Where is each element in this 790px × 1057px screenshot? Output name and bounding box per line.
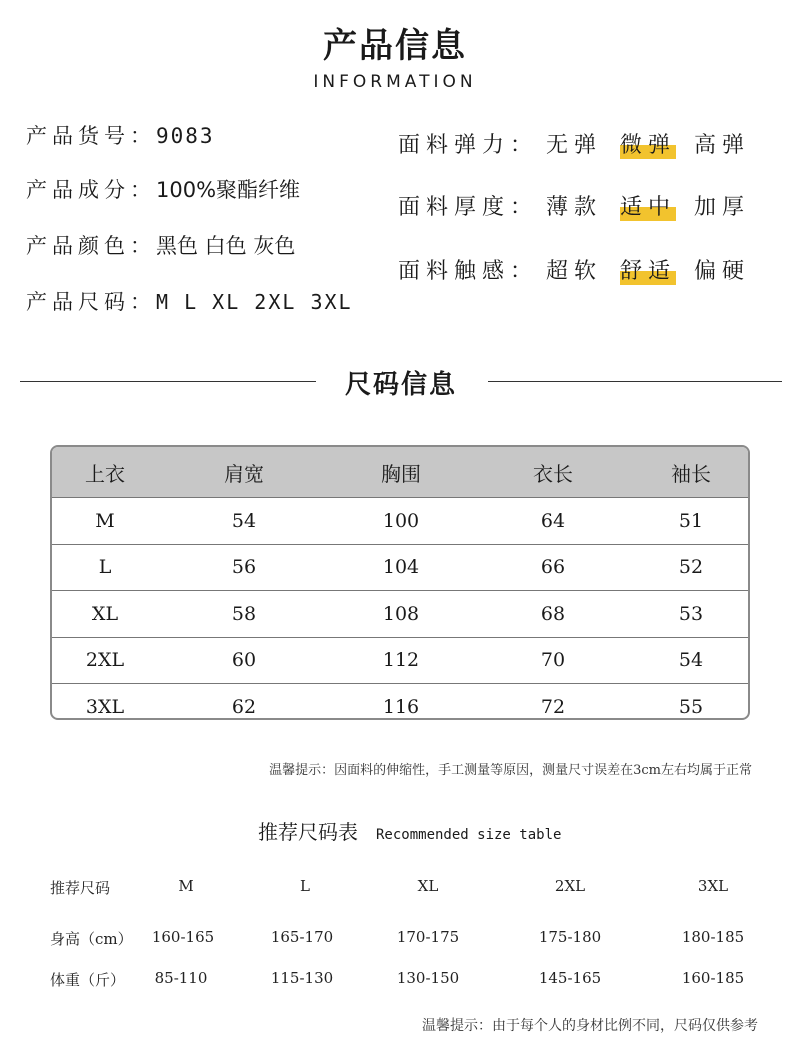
size-table-header (52, 447, 748, 498)
page-title: 产品信息 (323, 26, 467, 66)
info-value: 9083 (156, 124, 215, 148)
info-value: 黑色 白色 灰色 (156, 234, 296, 258)
fabric-option-selected: 舒适 (620, 254, 676, 285)
table-cell: M (52, 498, 158, 545)
table-cell: 100 (330, 498, 472, 545)
column-header: 衣长 (472, 447, 634, 498)
rec-height: 160-165 (151, 928, 215, 946)
fabric-option: 加厚 (694, 195, 751, 220)
column-header: 袖长 (634, 447, 748, 498)
table-cell: 66 (472, 544, 634, 591)
info-value: M L XL 2XL 3XL (156, 290, 353, 314)
table-row (52, 544, 748, 591)
fabric-option: 超软 (546, 259, 603, 284)
table-cell: 68 (472, 591, 634, 638)
fabric-option: 偏硬 (694, 259, 751, 284)
recommended-title-cn: 推荐尺码表 (258, 820, 358, 844)
rec-size: 2XL (554, 877, 586, 895)
column-header: 上衣 (52, 447, 158, 498)
table-cell: 112 (330, 637, 472, 684)
table-cell: 52 (634, 544, 748, 591)
table-cell: 54 (634, 637, 748, 684)
table-cell: 60 (158, 637, 330, 684)
fabric-option: 薄款 (546, 195, 603, 220)
rec-height: 175-180 (538, 928, 602, 946)
table-cell: 108 (330, 591, 472, 638)
fabric-label: 面料弹力： (398, 133, 539, 158)
table-cell: 62 (158, 684, 330, 721)
table-cell: 2XL (52, 637, 158, 684)
size-note: 温馨提示：因面料的伸缩性，手工测量等原因，测量尺寸误差在3cm左右均属于正常 (269, 763, 752, 778)
rec-weight: 130-150 (396, 969, 460, 987)
table-cell: 51 (634, 498, 748, 545)
fabric-row-feel (398, 254, 760, 285)
table-row (52, 591, 748, 638)
table-cell: 104 (330, 544, 472, 591)
row-label-weight: 体重（斤） (50, 971, 126, 989)
table-cell: 116 (330, 684, 472, 721)
table-row (52, 498, 748, 545)
rec-size: XL (417, 877, 439, 895)
column-header: 胸围 (330, 447, 472, 498)
fabric-row-thickness (398, 190, 760, 221)
rec-weight: 85-110 (154, 969, 208, 987)
table-cell: 53 (634, 591, 748, 638)
recommended-note: 温馨提示：由于每个人的身材比例不同，尺码仅供参考 (422, 1018, 758, 1034)
fabric-option-selected: 适中 (620, 190, 676, 221)
table-cell: 55 (634, 684, 748, 721)
fabric-option: 高弹 (694, 133, 751, 158)
rec-height: 180-185 (681, 928, 745, 946)
info-item-sizes (26, 286, 353, 316)
table-cell: 64 (472, 498, 634, 545)
rec-weight: 145-165 (538, 969, 602, 987)
page-subtitle: INFORMATION (313, 72, 477, 92)
fabric-label: 面料厚度： (398, 195, 539, 220)
rec-weight: 160-185 (681, 969, 745, 987)
info-item-color (26, 230, 295, 260)
table-cell: 72 (472, 684, 634, 721)
row-label-size: 推荐尺码 (50, 879, 111, 897)
rec-size: 3XL (697, 877, 729, 895)
info-label: 产品尺码： (26, 290, 156, 314)
fabric-row-elasticity (398, 128, 760, 159)
fabric-option-selected: 微弹 (620, 128, 676, 159)
table-row (52, 637, 748, 684)
info-item-sku (26, 120, 215, 150)
size-table (50, 445, 750, 720)
table-cell: 56 (158, 544, 330, 591)
info-label: 产品成分： (26, 178, 156, 202)
table-row (52, 684, 748, 721)
table-cell: 58 (158, 591, 330, 638)
table-cell: XL (52, 591, 158, 638)
rec-weight: 115-130 (270, 969, 334, 987)
info-label: 产品颜色： (26, 234, 156, 258)
column-header: 肩宽 (158, 447, 330, 498)
info-value: 100%聚酯纤维 (156, 178, 301, 202)
fabric-label: 面料触感： (398, 259, 539, 284)
info-label: 产品货号： (26, 124, 156, 148)
rec-height: 170-175 (396, 928, 460, 946)
recommended-title-en: Recommended size table (376, 827, 562, 843)
table-cell: 3XL (52, 684, 158, 721)
table-cell: L (52, 544, 158, 591)
rec-size: M (178, 877, 194, 895)
size-section-title: 尺码信息 (345, 370, 458, 400)
rec-size: L (300, 877, 310, 895)
table-cell: 54 (158, 498, 330, 545)
row-label-height: 身高（cm） (50, 930, 133, 948)
divider-left (20, 381, 316, 382)
fabric-option: 无弹 (546, 133, 603, 158)
info-item-material (26, 174, 300, 204)
rec-height: 165-170 (270, 928, 334, 946)
divider-right (488, 381, 782, 382)
recommended-title (258, 816, 561, 845)
table-cell: 70 (472, 637, 634, 684)
